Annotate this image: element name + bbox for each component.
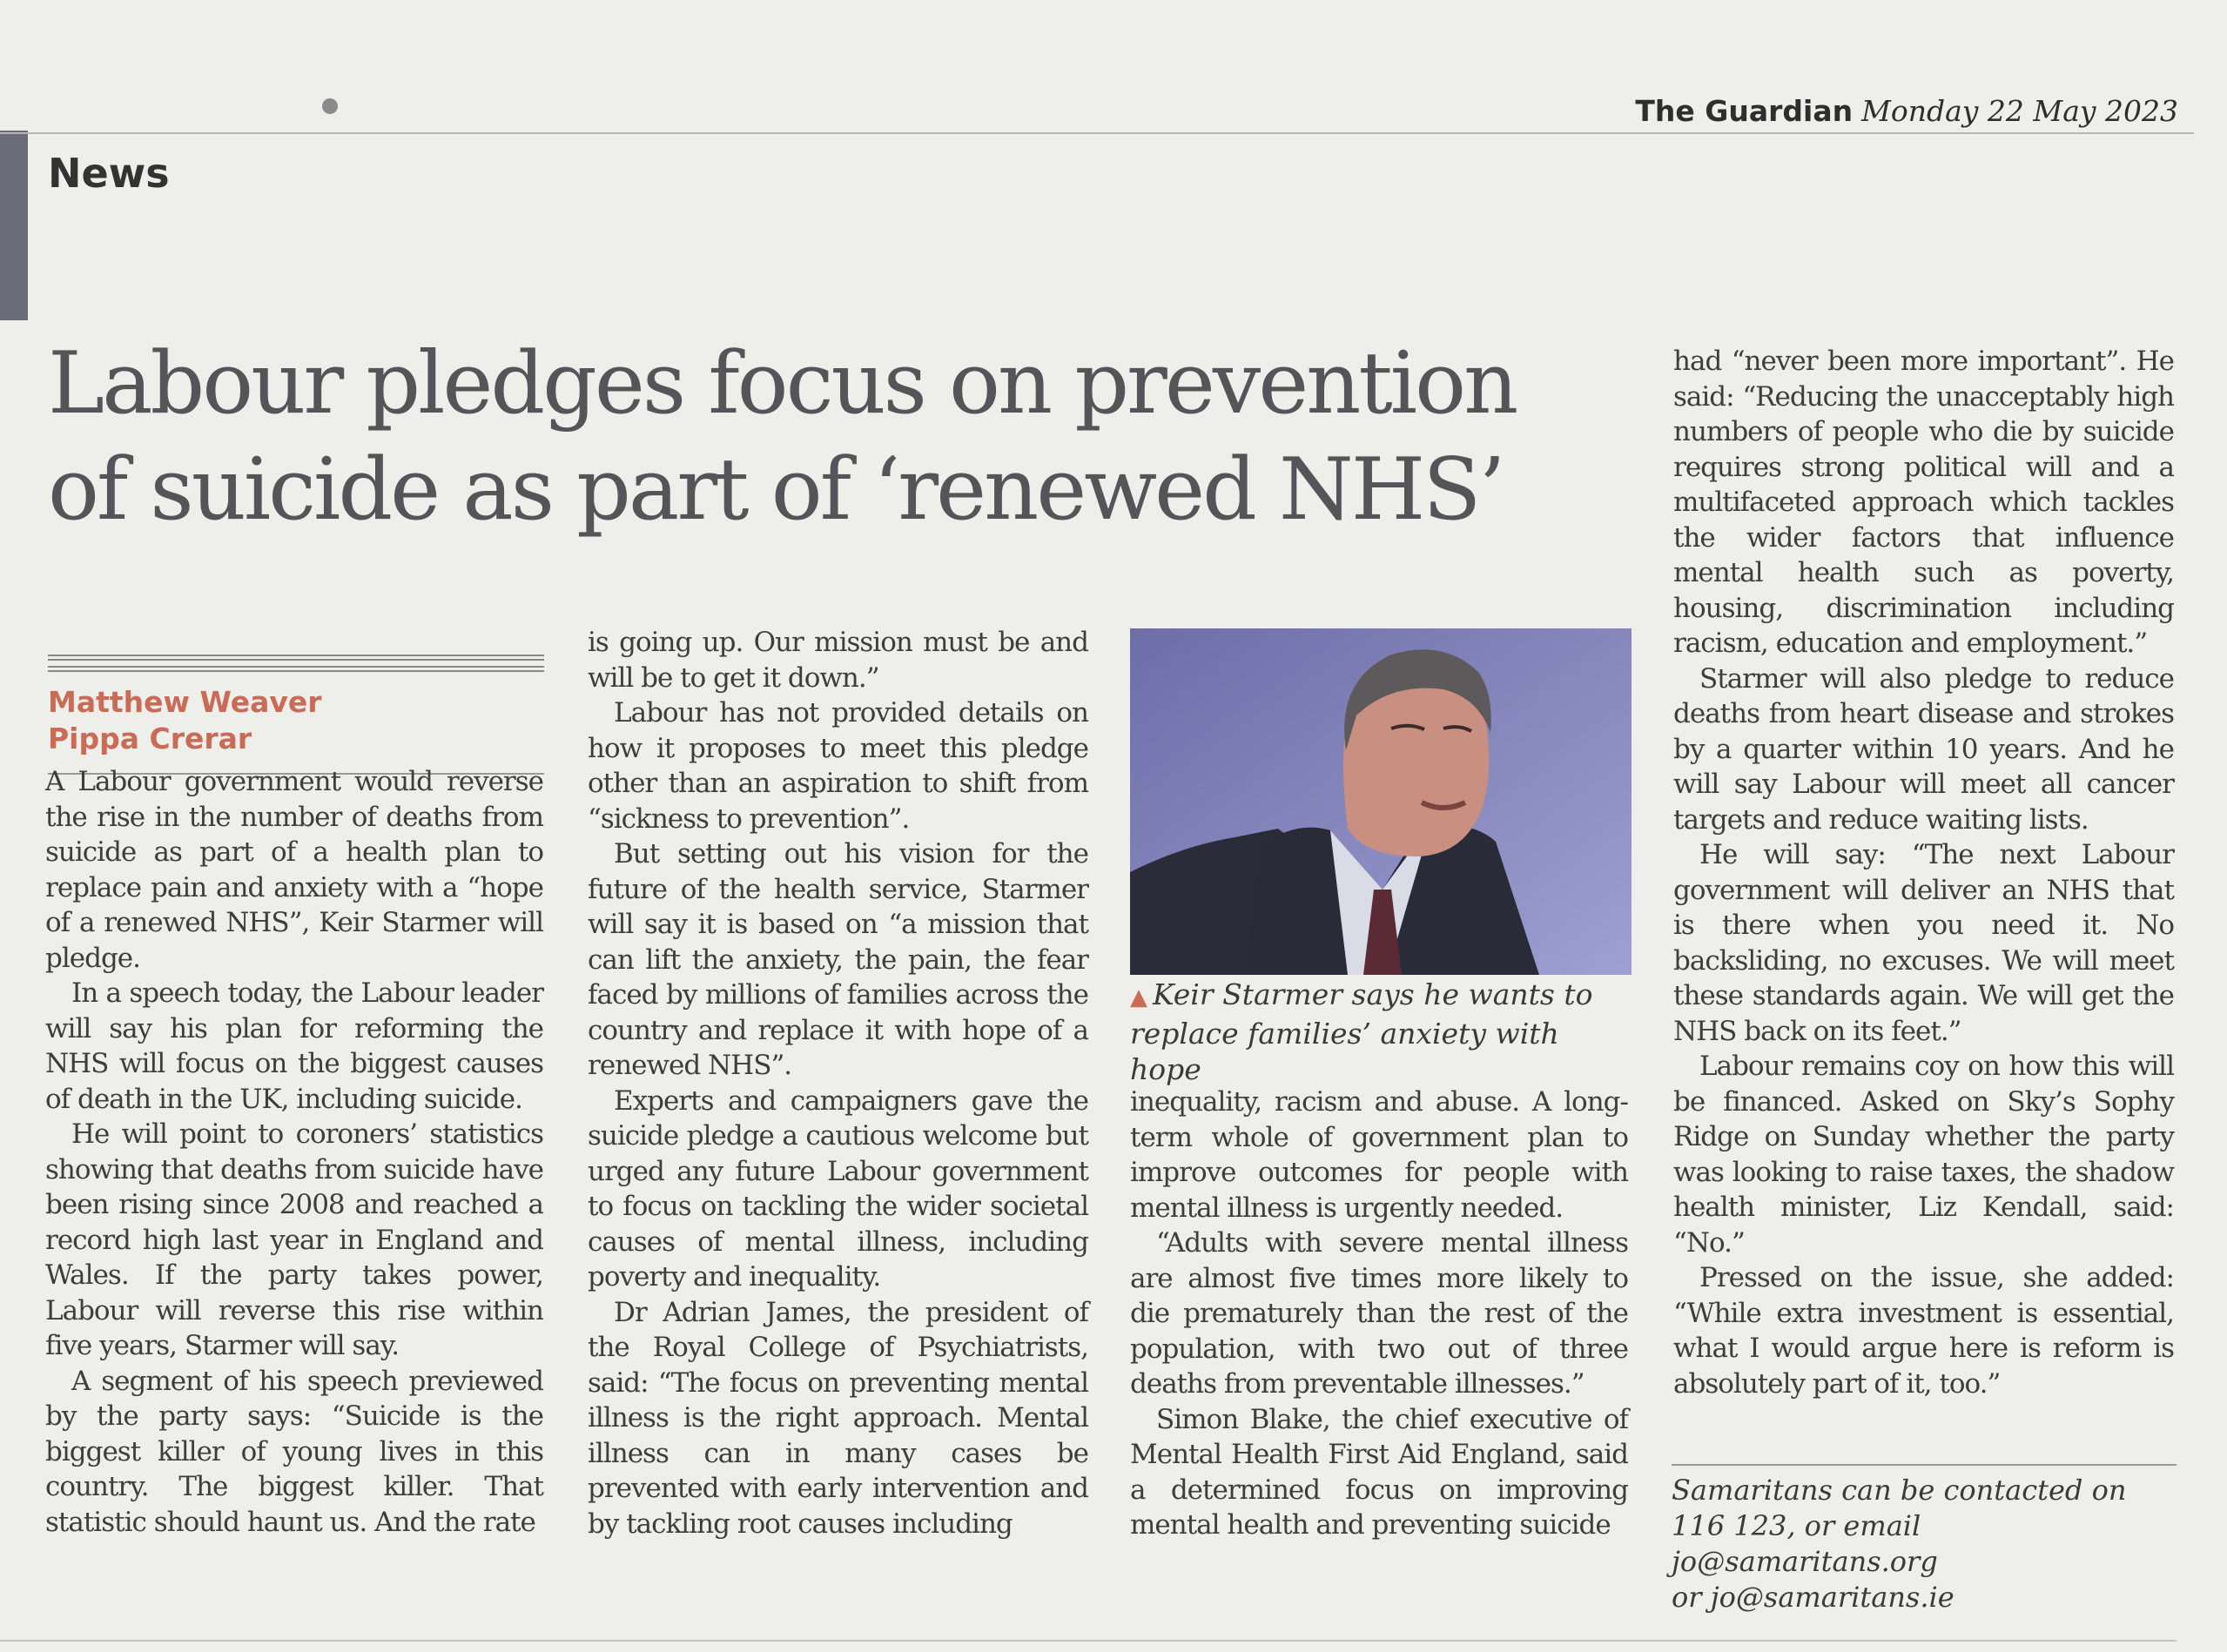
paragraph: Labour remains coy on how this will be financed. Asked on Sky’s Sophy Ridge on Sunday whether the party was looking to raise taxes, the shadow health minister, Liz Kendall, said: “No.” bbox=[1673, 1051, 2174, 1259]
portrait-image bbox=[1130, 628, 1632, 975]
byline-author: Matthew Weaver bbox=[48, 685, 322, 719]
bylines bbox=[48, 655, 544, 775]
paragraph: Simon Blake, the chief executive of Mental Health First Aid England, said a determined focus on improving mental health and preventing suicide bbox=[1130, 1403, 1628, 1541]
photo-caption bbox=[1130, 977, 1635, 1087]
footer-rule bbox=[0, 1640, 2177, 1642]
triangle-up-icon: ▲ bbox=[1130, 984, 1147, 1011]
article-column-3 bbox=[1130, 1085, 1628, 1543]
footnote-line-2: 116 123, or email jo@samaritans.org bbox=[1672, 1509, 1938, 1578]
paragraph: inequality, racism and abuse. A long-term whole of government plan to improve outcomes for people with mental illness is urgently needed. bbox=[1130, 1086, 1628, 1224]
paragraph: He will say: “The next Labour government will deliver an NHS that is there when you need it. No backsliding, no excuses. We will meet these standards again. We will get the NHS back on its feet.” bbox=[1673, 839, 2174, 1047]
paragraph: Starmer will also pledge to reduce deaths from heart disease and strokes by a quarter within 10 years. And he will say Labour will meet all cancer targets and reduce waiting lists. bbox=[1673, 662, 2174, 836]
masthead-brand: The Guardian bbox=[1635, 94, 1854, 128]
headline-line-2: of suicide as part of ‘renewed NHS’ bbox=[48, 440, 1504, 540]
headline-line-1: Labour pledges focus on prevention bbox=[48, 334, 1517, 433]
paragraph: A segment of his speech previewed by the party says: “Suicide is the biggest killer of young lives in this country. The biggest killer. That statistic should haunt us. And the rate bbox=[45, 1365, 543, 1538]
paragraph: “Adults with severe mental illness are almost five times more likely to die prematurely than the rest of the population, with two out of three deaths from preventable illnesses.” bbox=[1130, 1227, 1628, 1400]
masthead-date: Monday 22 May 2023 bbox=[1861, 94, 2178, 128]
paragraph: Pressed on the issue, she added: “While extra investment is essential, what I would argue here is reform is absolutely part of it, too.” bbox=[1673, 1262, 2174, 1400]
starmer-photo bbox=[1130, 628, 1632, 975]
page-dot bbox=[322, 98, 338, 114]
paragraph: Labour has not provided details on how it proposes to meet this pledge other than an aspiration to shift from “sickness to prevention”. bbox=[588, 697, 1088, 835]
section-label: News bbox=[48, 150, 170, 197]
footnote-rule bbox=[1672, 1464, 2177, 1466]
paragraph: is going up. Our mission must be and will be to get it down.” bbox=[588, 627, 1088, 694]
paragraph: Dr Adrian James, the president of the Royal College of Psychiatrists, said: “The focus on preventing mental illness is the right approach. Mental illness can in many cases be prevented with early intervention and by tackling root causes including bbox=[588, 1296, 1088, 1540]
byline-author: Pippa Crerar bbox=[48, 722, 252, 755]
caption-line-2: replace families’ anxiety with hope bbox=[1130, 1017, 1559, 1086]
header-rule bbox=[0, 132, 2194, 134]
article-column-2 bbox=[588, 625, 1088, 1541]
article-column-4 bbox=[1673, 344, 2174, 1401]
paragraph: He will point to coroners’ statistics showing that deaths from suicide have been rising since 2008 and reached a record high last year in England and Wales. If the party takes power, Labour will reverse this rise within five years, Starmer will say. bbox=[45, 1118, 543, 1361]
byline-rule bbox=[48, 666, 544, 672]
byline-rule bbox=[48, 655, 544, 661]
masthead bbox=[1635, 94, 2178, 128]
section-sidebar-bar bbox=[0, 131, 28, 320]
article-column-1 bbox=[45, 764, 543, 1540]
footnote-line-1: Samaritans can be contacted on bbox=[1672, 1474, 2127, 1507]
paragraph: In a speech today, the Labour leader will say his plan for reforming the NHS will focus on the biggest causes of death in the UK, including suicide. bbox=[45, 977, 543, 1115]
paragraph: A Labour government would reverse the rise in the number of deaths from suicide as part of a health plan to replace pain and anxiety with a “hope of a renewed NHS”, Keir Starmer will pledge. bbox=[45, 766, 543, 974]
footnote-line-3: or jo@samaritans.ie bbox=[1672, 1581, 1955, 1614]
caption-line-1: Keir Starmer says he wants to bbox=[1153, 977, 1593, 1011]
samaritans-footnote bbox=[1672, 1473, 2177, 1615]
paragraph: But setting out his vision for the future of the health service, Starmer will say it is based on “a mission that can lift the anxiety, the pain, the fear faced by millions of families across the country and replace it with hope of a renewed NHS”. bbox=[588, 838, 1088, 1081]
headline bbox=[48, 331, 1658, 543]
paragraph: Experts and campaigners gave the suicide pledge a cautious welcome but urged any future Labour government to focus on tackling the wider societal causes of mental illness, including poverty and inequality. bbox=[588, 1085, 1088, 1293]
paragraph: had “never been more important”. He said: “Reducing the unacceptably high numbers of people who die by suicide requires strong political will and a multifaceted approach which tackles the wider factors that influence mental health such as poverty, housing, discrimination including racism, education and employment.” bbox=[1673, 346, 2174, 659]
